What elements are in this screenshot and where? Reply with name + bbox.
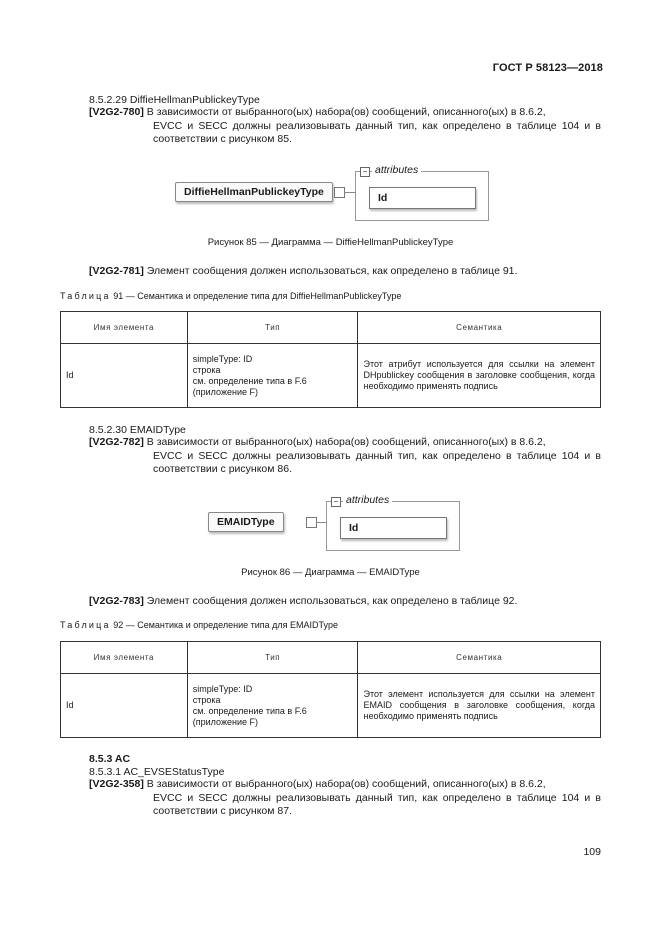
attributes-label: attributes xyxy=(372,164,421,176)
figure-caption-86: Рисунок 86 — Диаграмма — EMAIDType xyxy=(241,567,420,578)
header-cell: Имя элемента xyxy=(61,312,188,344)
attribute-id: Id xyxy=(369,187,476,209)
requirement-v2g2-781 xyxy=(89,265,601,279)
table-caption-92 xyxy=(60,620,338,630)
requirement-first-line: В зависимости от выбранного(ых) набора(ов) сообщений, описанного(ых) в 8.6.2, xyxy=(146,778,546,790)
cell-semantics: Этот атрибут используется для ссылки на элемент DHpublickey сообщения в заголовке сообщения, когда необходимо применять подпись xyxy=(358,344,601,408)
table-row xyxy=(61,674,601,738)
requirement-rest: EVCC и SECC должны реализовывать данный тип, как определено в таблице 104 и в соответствии с рисунком 86. xyxy=(153,449,601,475)
section-title-emaid: 8.5.2.30 EMAIDType xyxy=(89,424,186,436)
requirement-first-line: В зависимости от выбранного(ых) набора(ов) сообщений, описанного(ых) в 8.6.2, xyxy=(146,106,546,118)
figure-caption-85: Рисунок 85 — Диаграмма — DiffieHellmanPublickeyType xyxy=(207,237,454,248)
table-header-row xyxy=(61,312,601,344)
table-word: Таблица xyxy=(60,291,111,301)
collapse-icon: − xyxy=(331,497,341,507)
type-line: строка xyxy=(192,694,221,705)
requirement-v2g2-782 xyxy=(89,436,601,477)
header-cell: Семантика xyxy=(358,312,601,344)
requirement-tag: [V2G2-782] xyxy=(89,436,144,448)
page-number: 109 xyxy=(583,846,601,858)
type-line: simpleType: ID xyxy=(192,683,253,694)
table-caption-91 xyxy=(60,291,401,301)
type-line: simpleType: ID xyxy=(192,353,253,364)
attribute-id: Id xyxy=(340,517,447,539)
cell-name: Id xyxy=(61,344,188,408)
requirement-v2g2-780 xyxy=(89,106,601,147)
requirement-text: Элемент сообщения должен использоваться, как определено в таблице 91. xyxy=(146,265,518,277)
cell-type xyxy=(187,344,358,408)
requirement-v2g2-783 xyxy=(89,595,601,609)
collapse-icon: − xyxy=(360,167,370,177)
cell-semantics: Этот элемент используется для ссылки на элемент EMAID сообщения в заголовке сообщения, когда необходимо применять подпись xyxy=(358,674,601,738)
header-cell: Имя элемента xyxy=(61,642,188,674)
requirement-v2g2-358 xyxy=(89,778,601,819)
attributes-label: attributes xyxy=(343,494,392,506)
type-line: см. определение типа в F.6 xyxy=(192,705,307,716)
requirement-text: Элемент сообщения должен использоваться, как определено в таблице 92. xyxy=(146,595,518,607)
type-line: (приложение F) xyxy=(192,716,258,727)
requirement-tag: [V2G2-781] xyxy=(89,265,144,277)
requirement-rest: EVCC и SECC должны реализовывать данный тип, как определено в таблице 104 и в соответствии с рисунком 85. xyxy=(153,119,601,145)
type-node: EMAIDType xyxy=(208,512,284,532)
requirement-tag: [V2G2-783] xyxy=(89,595,144,607)
type-line: строка xyxy=(192,364,221,375)
cell-type xyxy=(187,674,358,738)
table-header-row xyxy=(61,642,601,674)
table-word: Таблица xyxy=(60,620,111,630)
table-row xyxy=(61,344,601,408)
table-caption-text: 92 — Семантика и определение типа для EMAIDType xyxy=(113,620,339,630)
table-92 xyxy=(60,641,601,738)
table-caption-text: 91 — Семантика и определение типа для DiffieHellmanPublickeyType xyxy=(113,291,402,301)
document-header: ГОСТ Р 58123—2018 xyxy=(492,62,603,74)
requirement-first-line: В зависимости от выбранного(ых) набора(ов) сообщений, описанного(ых) в 8.6.2, xyxy=(146,436,546,448)
header-cell: Семантика xyxy=(358,642,601,674)
requirement-rest: EVCC и SECC должны реализовывать данный тип, как определено в таблице 104 и в соответствии с рисунком 87. xyxy=(153,791,601,817)
type-node: DiffieHellmanPublickeyType xyxy=(175,182,333,202)
header-cell: Тип xyxy=(187,312,358,344)
requirement-tag: [V2G2-358] xyxy=(89,778,144,790)
type-line: см. определение типа в F.6 xyxy=(192,375,307,386)
type-line: (приложение F) xyxy=(192,386,258,397)
subsection-title-ac-evse: 8.5.3.1 AC_EVSEStatusType xyxy=(89,766,225,778)
section-title-ac: 8.5.3 AC xyxy=(89,753,131,765)
header-cell: Тип xyxy=(187,642,358,674)
requirement-tag: [V2G2-780] xyxy=(89,106,144,118)
table-91 xyxy=(60,311,601,408)
cell-name: Id xyxy=(61,674,188,738)
section-title-dh: 8.5.2.29 DiffieHellmanPublickeyType xyxy=(89,94,260,106)
